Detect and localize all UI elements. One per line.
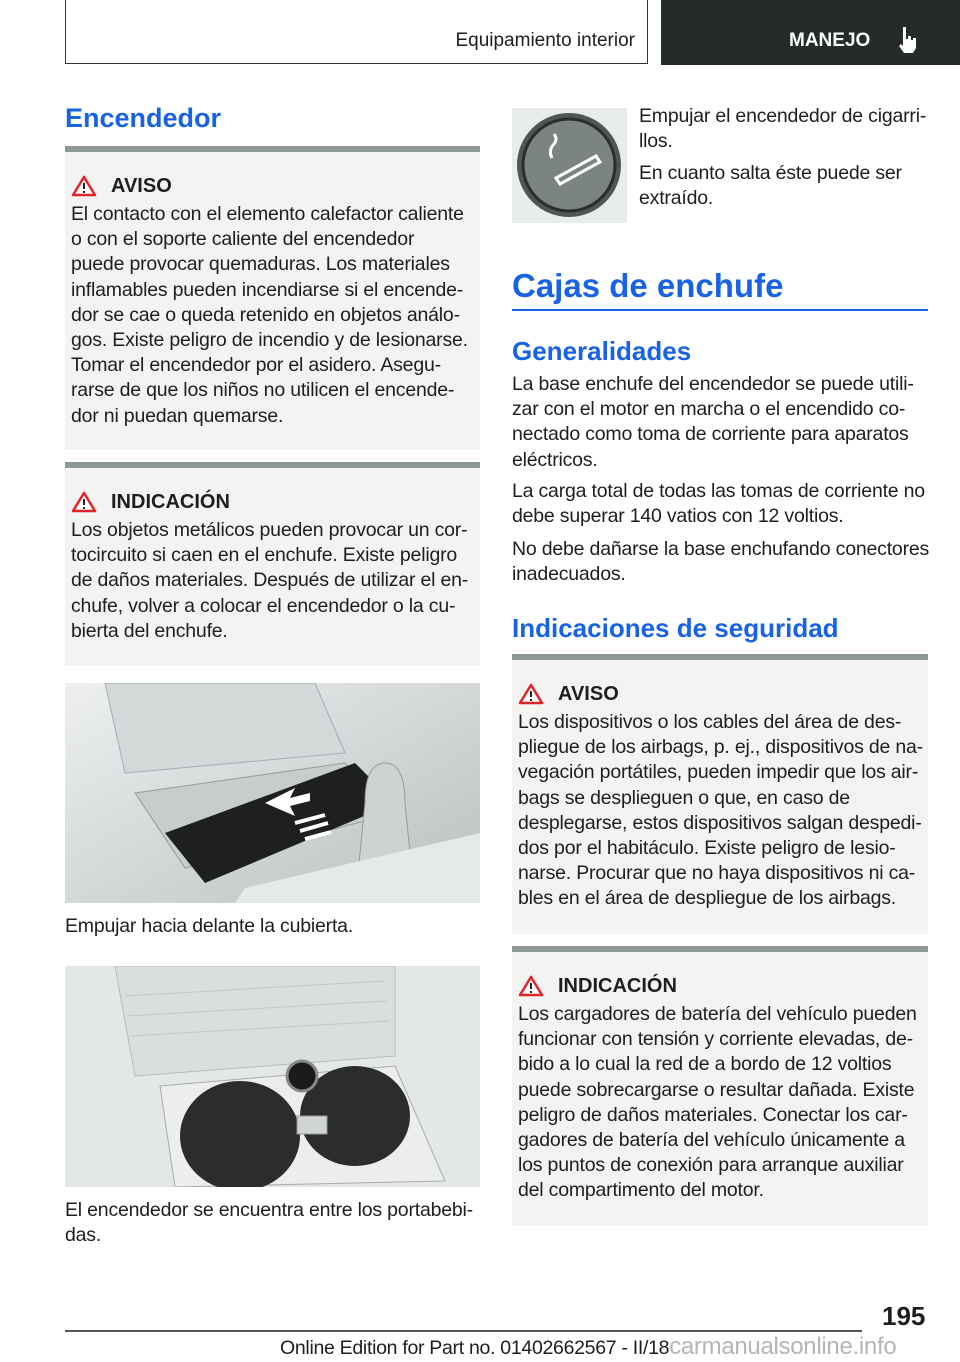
- text-line: narse. Procurar que no haya dispositivos ni ca-: [518, 862, 916, 885]
- text-line: Los cargadores de batería del vehículo pueden: [518, 1003, 917, 1025]
- warning-triangle-icon: [71, 491, 97, 513]
- text-line: vegación portátiles, pueden impedir que los air-: [518, 761, 919, 784]
- notice-label: INDICACIÓN: [558, 974, 677, 997]
- paragraph: [512, 479, 925, 529]
- notice-text: [518, 1002, 922, 1204]
- text-line: En cuanto salta éste puede ser: [639, 162, 902, 184]
- text-line: bles en el área de despliegue de los airbags.: [518, 887, 897, 910]
- section-heading-cajas-de-enchufe: Cajas de enchufe: [512, 267, 784, 304]
- text-line: bags se desplieguen o que, en caso de: [518, 786, 850, 809]
- subheading-indicaciones-de-seguridad: Indicaciones de seguridad: [512, 613, 839, 643]
- text-line: puede provocar quemaduras. Los materiales: [71, 253, 450, 276]
- text-line: los puntos de conexión para arranque auxiliar: [518, 1154, 904, 1177]
- text-line: del compartimento del motor.: [518, 1179, 764, 1202]
- text-line: rarse de que los niños no utilicen el encende-: [71, 379, 455, 402]
- text-line: pliegue de los airbags, p. ej., dispositivos de na-: [518, 736, 923, 759]
- text-line: Tomar el encendedor por el asidero. Asegu-: [71, 354, 441, 377]
- text-line: o con el soporte caliente del encendedor: [71, 228, 415, 251]
- text-line: extraído.: [639, 187, 714, 210]
- text-line: debe superar 140 vatios con 12 voltios.: [512, 505, 844, 528]
- edition-info: Online Edition for Part no. 01402662567 - II/18: [280, 1337, 670, 1359]
- notice-box: [65, 462, 480, 666]
- pointing-hand-icon: [896, 26, 918, 54]
- text-line: desplegarse, estos dispositivos salgan despedi-: [518, 811, 922, 834]
- watermark: carmanualsonline.info: [669, 1333, 897, 1360]
- text-line: peligro de daños materiales. Conectar los car-: [518, 1103, 908, 1126]
- footer: [280, 1333, 896, 1361]
- text-line: La base enchufe del encendedor se puede utili-: [512, 373, 914, 395]
- footer-rule: [65, 1330, 862, 1332]
- text-line: dor se cae o queda retenido en objetos análo-: [71, 303, 460, 326]
- notice-text: [71, 518, 474, 644]
- text-line: El encendedor se encuentra entre los portabebi-: [65, 1199, 473, 1221]
- warning-label: AVISO: [558, 682, 619, 705]
- warning-box: [65, 146, 480, 450]
- warning-text: [71, 202, 474, 429]
- text-line: bierta del enchufe.: [71, 619, 228, 642]
- text-line: inadecuados.: [512, 563, 626, 586]
- subheading-generalidades: Generalidades: [512, 336, 692, 366]
- text-line: gos. Existe peligro de incendio y de lesionarse.: [71, 329, 468, 352]
- chapter-label: MANEJO: [789, 30, 871, 51]
- notice-header: [518, 970, 922, 1002]
- warning-text: [518, 710, 922, 912]
- page-number: 195: [882, 1301, 926, 1331]
- console-cover-photo: [65, 683, 480, 903]
- text-line: nectado como toma de corriente para aparatos: [512, 423, 909, 446]
- text-line: Empujar hacia delante la cubierta.: [65, 915, 354, 937]
- text-line: Los objetos metálicos pueden provocar un cor-: [71, 519, 468, 541]
- notice-header: [71, 486, 474, 518]
- cupholder-photo: [65, 966, 480, 1187]
- text-line: de daños materiales. Después de utilizar el en-: [71, 569, 469, 592]
- warning-header: [71, 170, 474, 202]
- warning-header: [518, 678, 922, 710]
- section-title: Equipamiento interior: [455, 30, 635, 51]
- text-line: puede sobrecargarse o resultar dañada. Existe: [518, 1078, 915, 1101]
- text-line: Empujar el encendedor de cigarri-: [639, 105, 927, 127]
- text-line: zar con el motor en marcha o el encendido co-: [512, 398, 906, 421]
- text-line: eléctricos.: [512, 448, 598, 471]
- text-line: inflamables pueden incendiarse si el encende-: [71, 278, 464, 301]
- warning-label: AVISO: [111, 174, 172, 197]
- text-line: das.: [65, 1224, 102, 1247]
- photo-caption: [65, 914, 353, 939]
- section-heading-encendedor: Encendedor: [65, 103, 222, 133]
- warning-box: [512, 654, 928, 934]
- text-line: No debe dañarse la base enchufando conectores: [512, 538, 930, 560]
- text-line: chufe, volver a colocar el encendedor o la cu-: [71, 594, 456, 617]
- text-line: La carga total de todas las tomas de corriente no: [512, 480, 925, 502]
- cigarette-lighter-photo: [512, 108, 627, 223]
- lighter-instruction: [639, 161, 902, 211]
- paragraph: [512, 372, 914, 473]
- notice-label: INDICACIÓN: [111, 490, 230, 513]
- text-line: llos.: [639, 130, 673, 153]
- notice-box: [512, 946, 928, 1226]
- warning-triangle-icon: [518, 683, 544, 705]
- lighter-instruction: [639, 104, 926, 154]
- text-line: funcionar con tensión y corriente elevadas, de-: [518, 1028, 913, 1051]
- chapter-tab[interactable]: [661, 0, 960, 65]
- text-line: El contacto con el elemento calefactor caliente: [71, 203, 464, 225]
- photo-caption: [65, 1198, 473, 1248]
- warning-triangle-icon: [518, 975, 544, 997]
- text-line: bido a lo cual la red de a bordo de 12 voltios: [518, 1053, 892, 1076]
- text-line: tocircuito si caen en el enchufe. Existe peligro: [71, 544, 458, 567]
- running-header-section: [65, 0, 648, 64]
- warning-triangle-icon: [71, 175, 97, 197]
- text-line: gadores de batería del vehículo únicamente a: [518, 1129, 905, 1152]
- heading-underline: [512, 309, 928, 311]
- text-line: dos por el habitáculo. Existe peligro de lesio-: [518, 837, 896, 860]
- text-line: Los dispositivos o los cables del área de des-: [518, 711, 902, 733]
- paragraph: [512, 537, 929, 587]
- text-line: dor ni puedan quemarse.: [71, 404, 284, 427]
